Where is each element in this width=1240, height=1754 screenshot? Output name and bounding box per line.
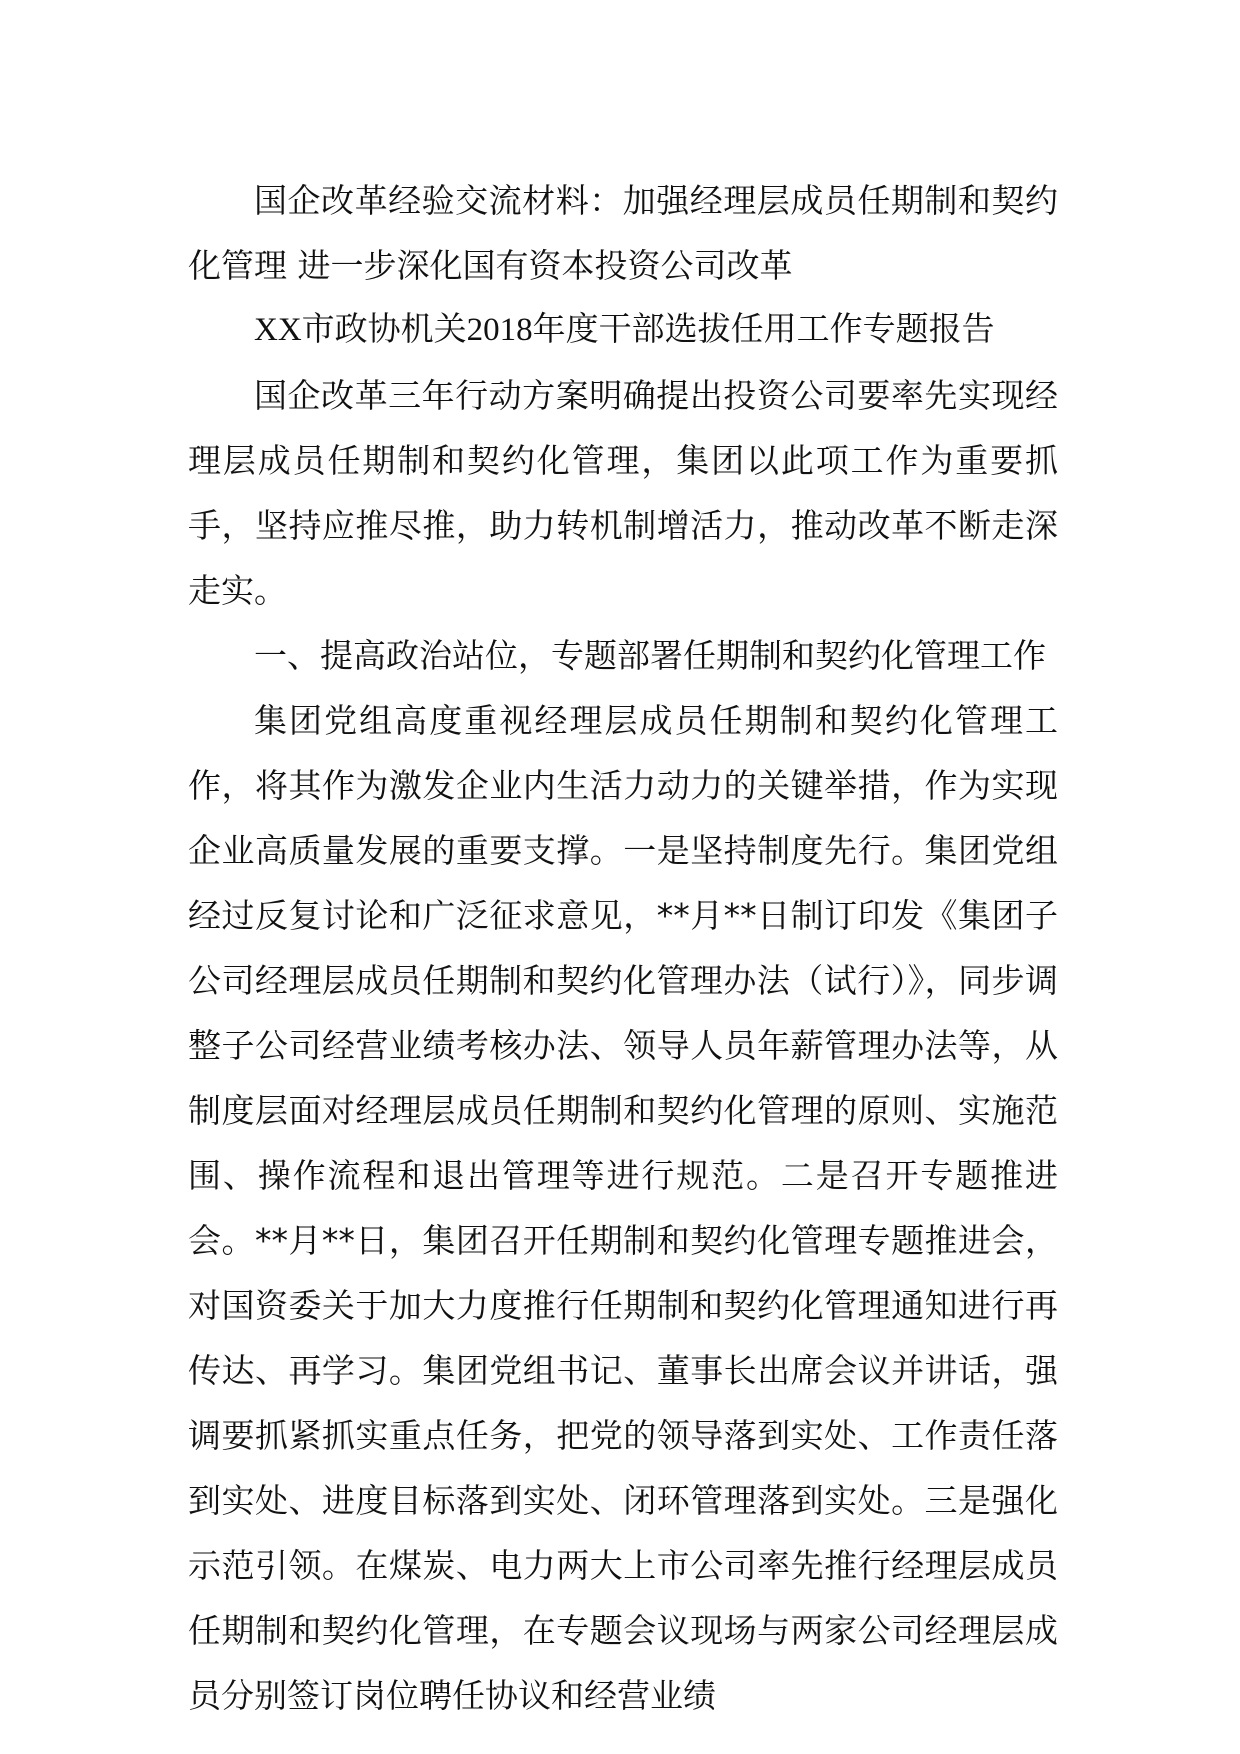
paragraph-section-1: 集团党组高度重视经理层成员任期制和契约化管理工作，将其作为激发企业内生活力动力的关键举措，作为实现企业高质量发展的重要支撑。一是坚持制度先行。集团党组经过反复讨论和广泛征求意见，**月**日制订印发《集团子公司经理层成员任期制和契约化管理办法（试行）》，同步调整子公司经营业绩考核办法、领导人员年薪管理办法等，从制度层面对经理层成员任期制和契约化管理的原则、实施范围、操作流程和退出管理等进行规范。二是召开专题推进会。**月**日，集团召开任期制和契约化管理专题推进会，对国资委关于加大力度推行任期制和契约化管理通知进行再传达、再学习。集团党组书记、董事长出席会议并讲话，强调要抓紧抓实重点任务，把党的领导落到实处、工作责任落到实处、进度目标落到实处、闭环管理落到实处。三是强化示范引领。在煤炭、电力两大上市公司率先推行经理层成员任期制和契约化管理，在专题会议现场与两家公司经理层成员分别签订岗位聘任协议和经营业绩 [188, 701, 1058, 1715]
document-subtitle: XX市政协机关2018年度干部选拔任用工作专题报告 [254, 312, 995, 348]
document-title: 国企改革经验交流材料：加强经理层成员任期制和契约化管理 进一步深化国有资本投资公司改革 [188, 181, 1058, 285]
section-heading-1: 一、提高政治站位，专题部署任期制和契约化管理工作 [254, 636, 1046, 675]
paragraph-intro: 国企改革三年行动方案明确提出投资公司要率先实现经理层成员任期制和契约化管理，集团以此项工作为重要抓手，坚持应推尽推，助力转机制增活力，推动改革不断走深走实。 [188, 376, 1058, 610]
document-body [188, 168, 1058, 1728]
